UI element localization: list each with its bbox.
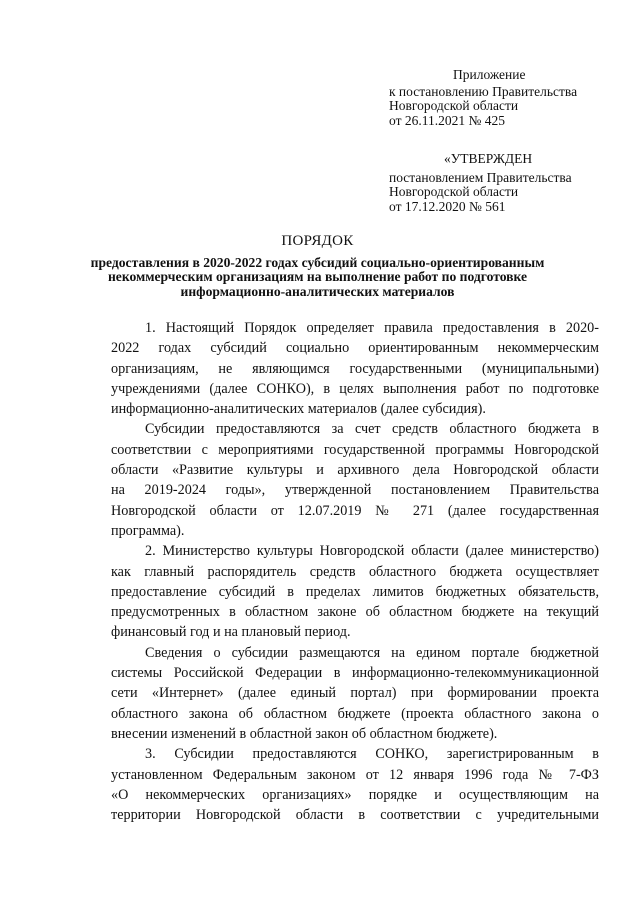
body-line: территории Новгородской области в соответствии с учредительными xyxy=(111,807,599,824)
subtitle-line: информационно-аналитических материалов xyxy=(180,283,455,299)
body-line: на 2019-2024 годы», утвержденной постановлением Правительства xyxy=(111,482,599,499)
body-line: информационно-аналитических материалов (далее субсидия). xyxy=(111,401,486,418)
body-line: предоставление субсидий в пределах лимитов бюджетных обязательств, xyxy=(111,583,599,600)
body-line: организациям, не являющимся государственными (муниципальными) xyxy=(111,360,599,377)
body-line: системы Российской Федерации в информационно-телекоммуникационной xyxy=(111,665,599,682)
body-line: внесении изменений в областной закон об областном бюджете). xyxy=(111,725,498,742)
subtitle-line: некоммерческим организациям на выполнение работ по подготовке xyxy=(107,269,528,285)
approved-line: постановлением Правительства xyxy=(389,169,572,185)
body-line: Новгородской области от 12.07.2019 № 271 (далее государственная xyxy=(111,502,599,519)
body-line: Сведения о субсидии размещаются на едином портале бюджетной xyxy=(145,644,599,661)
appendix-line: от 26.11.2021 № 425 xyxy=(389,112,505,128)
appendix-line: к постановлению Правительства xyxy=(389,83,578,99)
body-line: учреждениями (далее СОНКО), в целях выполнения работ по подготовке xyxy=(111,380,599,397)
document-body xyxy=(111,318,599,825)
body-line: 3. Субсидии предоставляются СОНКО, зарегистрированным в xyxy=(145,746,599,763)
body-line: 1. Настоящий Порядок определяет правила предоставления в 2020- xyxy=(145,320,599,336)
body-line: как главный распорядитель средств областного бюджета осуществляет xyxy=(111,563,599,580)
body-line: предусмотренных в областном законе об областном бюджете на текущий xyxy=(111,604,599,621)
body-line: «О некоммерческих организациях» порядке и осуществляющим на xyxy=(111,786,599,803)
body-line: 2022 годах субсидий социально ориентированным некоммерческим xyxy=(111,340,599,357)
body-line: Субсидии предоставляются за счет средств областного бюджета в xyxy=(145,421,599,438)
body-line: 2. Министерство культуры Новгородской области (далее министерство) xyxy=(145,543,599,560)
body-line: соответствии с мероприятиями государственной программы Новгородской xyxy=(111,441,599,458)
appendix-title: Приложение xyxy=(453,67,526,82)
document-title: ПОРЯДОК xyxy=(281,233,354,249)
approved-header xyxy=(389,152,619,214)
subtitle-line: предоставления в 2020-2022 годах субсидий социально-ориентированным xyxy=(90,255,545,270)
body-line: областного закона об областном бюджете (проекта областного закона о xyxy=(111,705,599,722)
approved-title: «УТВЕРЖДЕН xyxy=(444,151,533,166)
body-line: программа). xyxy=(111,522,185,539)
approved-line: Новгородской области xyxy=(389,184,519,200)
body-line: области «Развитие культуры и архивного дела Новгородской области xyxy=(111,462,599,479)
appendix-line: Новгородской области xyxy=(389,98,519,114)
approved-line: от 17.12.2020 № 561 xyxy=(389,198,506,214)
body-line: сети «Интернет» (далее единый портал) при формировании проекта xyxy=(111,685,599,702)
document-subtitle xyxy=(0,256,635,299)
appendix-header xyxy=(389,68,619,128)
body-line: установленном Федеральным законом от 12 января 1996 года № 7-ФЗ xyxy=(111,766,599,783)
body-line: финансовый год и на плановый период. xyxy=(111,624,351,641)
